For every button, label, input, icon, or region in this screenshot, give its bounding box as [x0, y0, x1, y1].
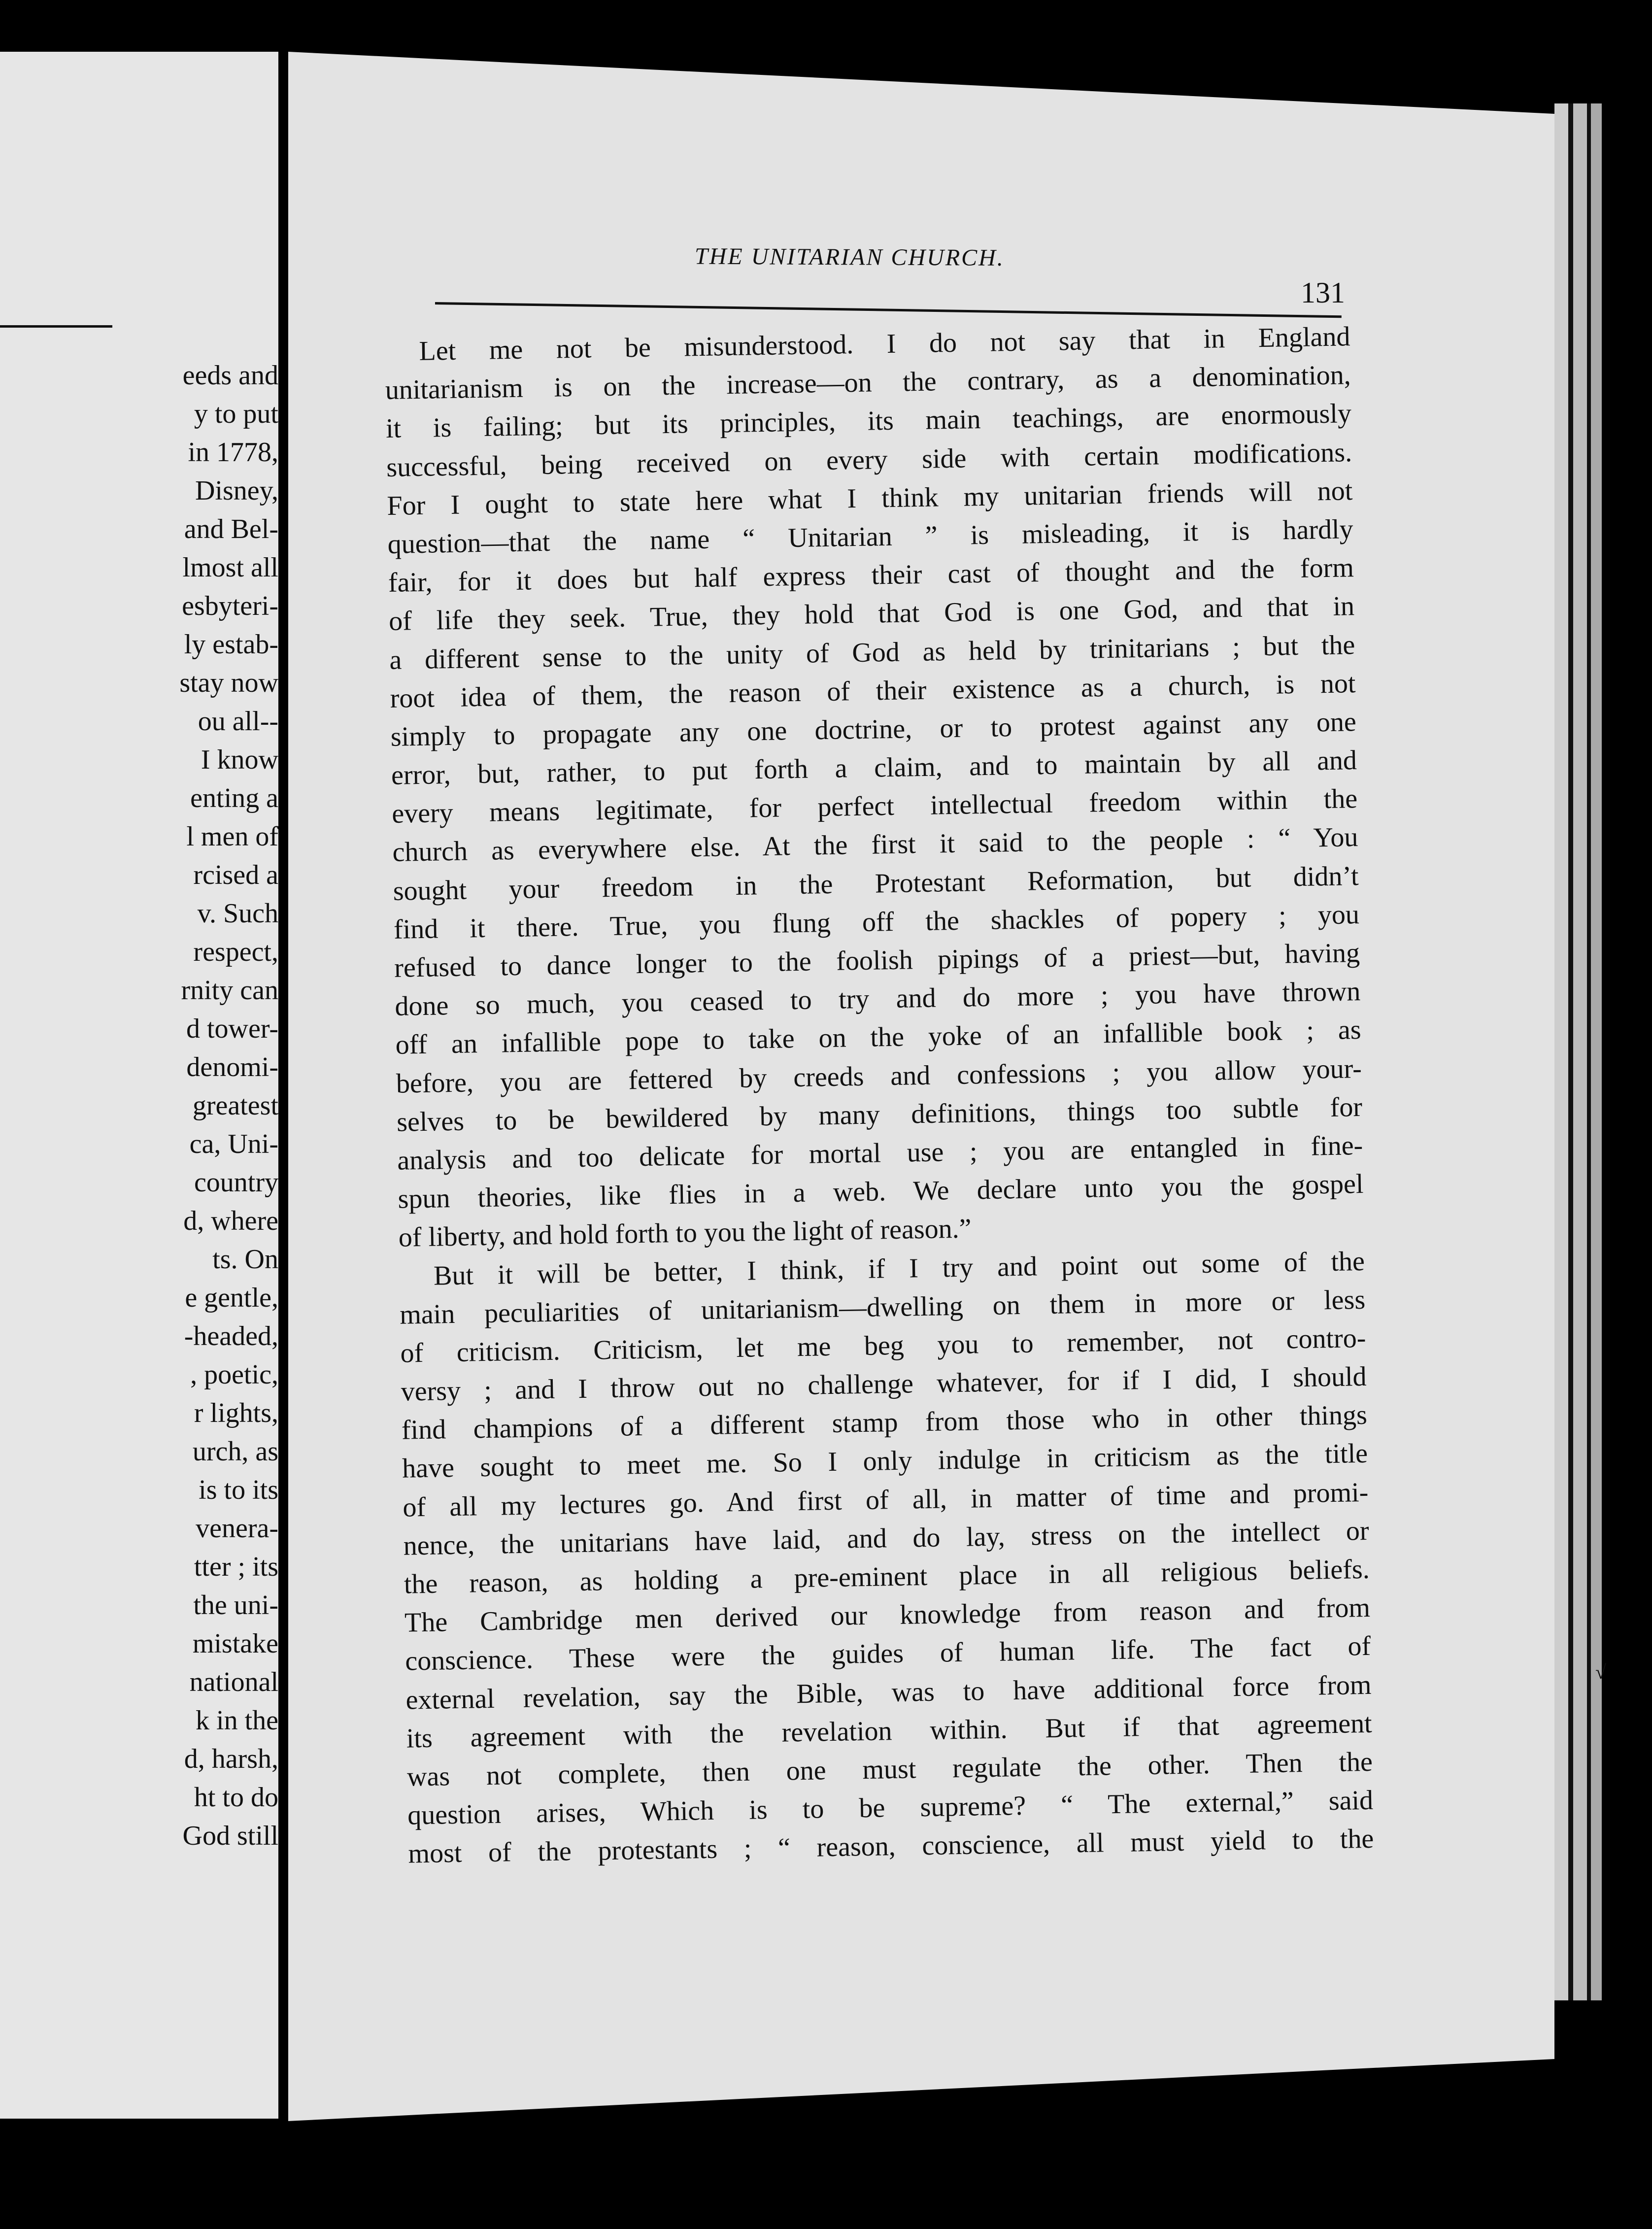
body-line: error, but, rather, to put forth a claim, and to maintain by all and — [391, 745, 1357, 791]
section-divider — [0, 325, 112, 328]
body-line: church as everywhere else. At the first it said to the people : “ You — [392, 822, 1358, 868]
left-page-text — [2, 356, 278, 1855]
left-page-line: d, where — [183, 1206, 278, 1236]
body-line: root idea of them, the reason of their existence as a church, is not — [390, 668, 1356, 714]
body-line: simply to propagate any one doctrine, or to protest against any one — [390, 706, 1357, 752]
left-page-line: ca, Uni- — [189, 1129, 278, 1159]
left-page-line: d tower- — [186, 1013, 278, 1044]
left-page-line: , poetic, — [190, 1359, 278, 1390]
page-stack-edge — [1591, 103, 1602, 2000]
body-line: before, you are fettered by creeds and confessions ; you allow your- — [396, 1053, 1362, 1099]
body-line: of liberty, and hold forth to you the light of reason.” — [398, 1213, 972, 1253]
left-page-line: venera- — [196, 1513, 278, 1544]
left-page-line: Disney, — [195, 475, 278, 506]
left-page-line: urch, as — [192, 1436, 278, 1467]
body-line: analysis and too delicate for mortal use ; you are entangled in fine- — [397, 1130, 1363, 1176]
body-line: of life they seek. True, they hold that God is one God, and that in — [388, 591, 1355, 637]
body-line: Let me not be misunderstood. I do not say that in England — [419, 321, 1350, 367]
page-stack-edge — [1587, 103, 1591, 2000]
body-line: the reason, as holding a pre-eminent place in all religious beliefs. — [404, 1554, 1370, 1600]
body-line: refused to dance longer to the foolish pipings of a priest—but, having — [394, 938, 1360, 983]
running-head: THE UNITARIAN CHURCH. — [694, 243, 1005, 271]
body-line: question arises, Which is to be supreme? “ The external,” said — [407, 1785, 1374, 1831]
left-page-line: God still — [182, 1821, 278, 1851]
left-page-line: -headed, — [184, 1321, 278, 1351]
body-line: find champions of a different stamp from those who in other things — [401, 1400, 1368, 1446]
body-line: versy ; and I throw out no challenge whatever, for if I did, I should — [401, 1361, 1367, 1407]
left-page-line: mistake — [192, 1628, 278, 1659]
body-line: external revelation, say the Bible, was to have additional force from — [405, 1669, 1372, 1716]
left-page-line: ly estab- — [184, 629, 278, 660]
body-text — [384, 317, 1374, 1873]
page-number: 131 — [1301, 276, 1345, 309]
left-page-line: I know — [201, 744, 278, 775]
body-line: selves to be bewildered by many definitions, things too subtle for — [396, 1091, 1363, 1138]
left-page-line: r lights, — [194, 1398, 278, 1428]
body-line: question—that the name “ Unitarian ” is misleading, it is hardly — [387, 514, 1353, 560]
left-page-line: tter ; its — [194, 1552, 278, 1582]
left-page-line: ou all-- — [198, 706, 278, 737]
left-page-line: rnity can — [181, 975, 278, 1006]
body-line: But it will be better, I think, if I try and point out some of the — [433, 1246, 1365, 1291]
page-stack-edge — [1568, 103, 1573, 2000]
body-line: For I ought to state here what I think my unitarian friends will not — [387, 475, 1353, 521]
left-page-line: greatest — [192, 1090, 278, 1121]
body-line: done so much, you ceased to try and do more ; you have thrown — [395, 976, 1361, 1022]
body-line: was not complete, then one must regulate the other. Then the — [406, 1746, 1373, 1792]
left-page-line: respect, — [193, 937, 278, 967]
left-page-line: k in the — [196, 1705, 278, 1736]
body-line: off an infallible pope to take on the yoke of an infallible book ; as — [395, 1014, 1361, 1061]
left-page-line: national — [189, 1667, 278, 1697]
left-page-line: country — [194, 1167, 278, 1198]
body-line: a different sense to the unity of God as held by trinitarians ; but the — [389, 629, 1355, 675]
body-line: have sought to meet me. So I only indulge in criticism as the title — [402, 1438, 1368, 1485]
body-line: conscience. These were the guides of human life. The fact of — [405, 1631, 1371, 1677]
left-page-line: and Bel- — [184, 514, 278, 544]
left-page-line: ht to do — [194, 1782, 278, 1813]
body-line: spun theories, like flies in a web. We declare unto you the gospel — [398, 1169, 1364, 1215]
body-line: find it there. True, you flung off the shackles of popery ; you — [393, 899, 1360, 945]
page-stack-edge — [1573, 103, 1587, 2000]
body-line: successful, being received on every side with certain modifications. — [386, 437, 1352, 483]
left-page-line: esbyteri- — [182, 591, 278, 621]
left-page-line: ts. On — [212, 1244, 278, 1275]
left-page-line: stay now — [179, 668, 278, 698]
left-page-line: d, harsh, — [184, 1744, 278, 1774]
page-stack-edge — [1554, 103, 1568, 2000]
body-line: every means legitimate, for perfect intellectual freedom within the — [391, 783, 1358, 830]
body-line: nence, the unitarians have laid, and do lay, stress on the intellect or — [403, 1515, 1369, 1561]
body-line: its agreement with the revelation within. But if that agreement — [406, 1708, 1373, 1754]
body-line: main peculiarities of unitarianism—dwelling on them in more or less — [399, 1284, 1366, 1330]
left-page-line: eeds and — [182, 360, 278, 391]
left-page-line: v. Such — [197, 898, 278, 929]
body-line: unitarianism is on the increase—on the contrary, as a denomination, — [385, 360, 1351, 406]
left-page-line: y to put — [194, 399, 278, 429]
body-line: of criticism. Criticism, let me beg you to remember, not contro- — [400, 1322, 1366, 1369]
body-line: most of the protestants ; “ reason, conscience, all must yield to the — [408, 1824, 1374, 1869]
left-page-line: lmost all — [182, 552, 278, 583]
left-page-line: l men of — [186, 821, 278, 852]
left-page — [0, 52, 278, 2119]
body-line: sought your freedom in the Protestant Reformation, but didn’t — [393, 860, 1359, 907]
left-page-line: is to its — [199, 1475, 278, 1505]
left-page-line: the uni- — [193, 1590, 278, 1621]
margin-mark: √ — [1595, 1661, 1606, 1683]
left-page-line: in 1778, — [188, 437, 278, 468]
left-page-line: denomi- — [186, 1052, 278, 1082]
left-page-line: e gentle, — [185, 1283, 278, 1313]
body-line: it is failing; but its principles, its main teachings, are enormously — [385, 398, 1352, 444]
left-page-line: rcised a — [193, 860, 278, 890]
left-page-line: enting a — [190, 783, 278, 813]
body-line: The Cambridge men derived our knowledge from reason and from — [404, 1592, 1371, 1638]
body-line: of all my lectures go. And first of all, in matter of time and promi- — [402, 1477, 1369, 1523]
body-line: fair, for it does but half express their cast of thought and the form — [388, 552, 1354, 599]
